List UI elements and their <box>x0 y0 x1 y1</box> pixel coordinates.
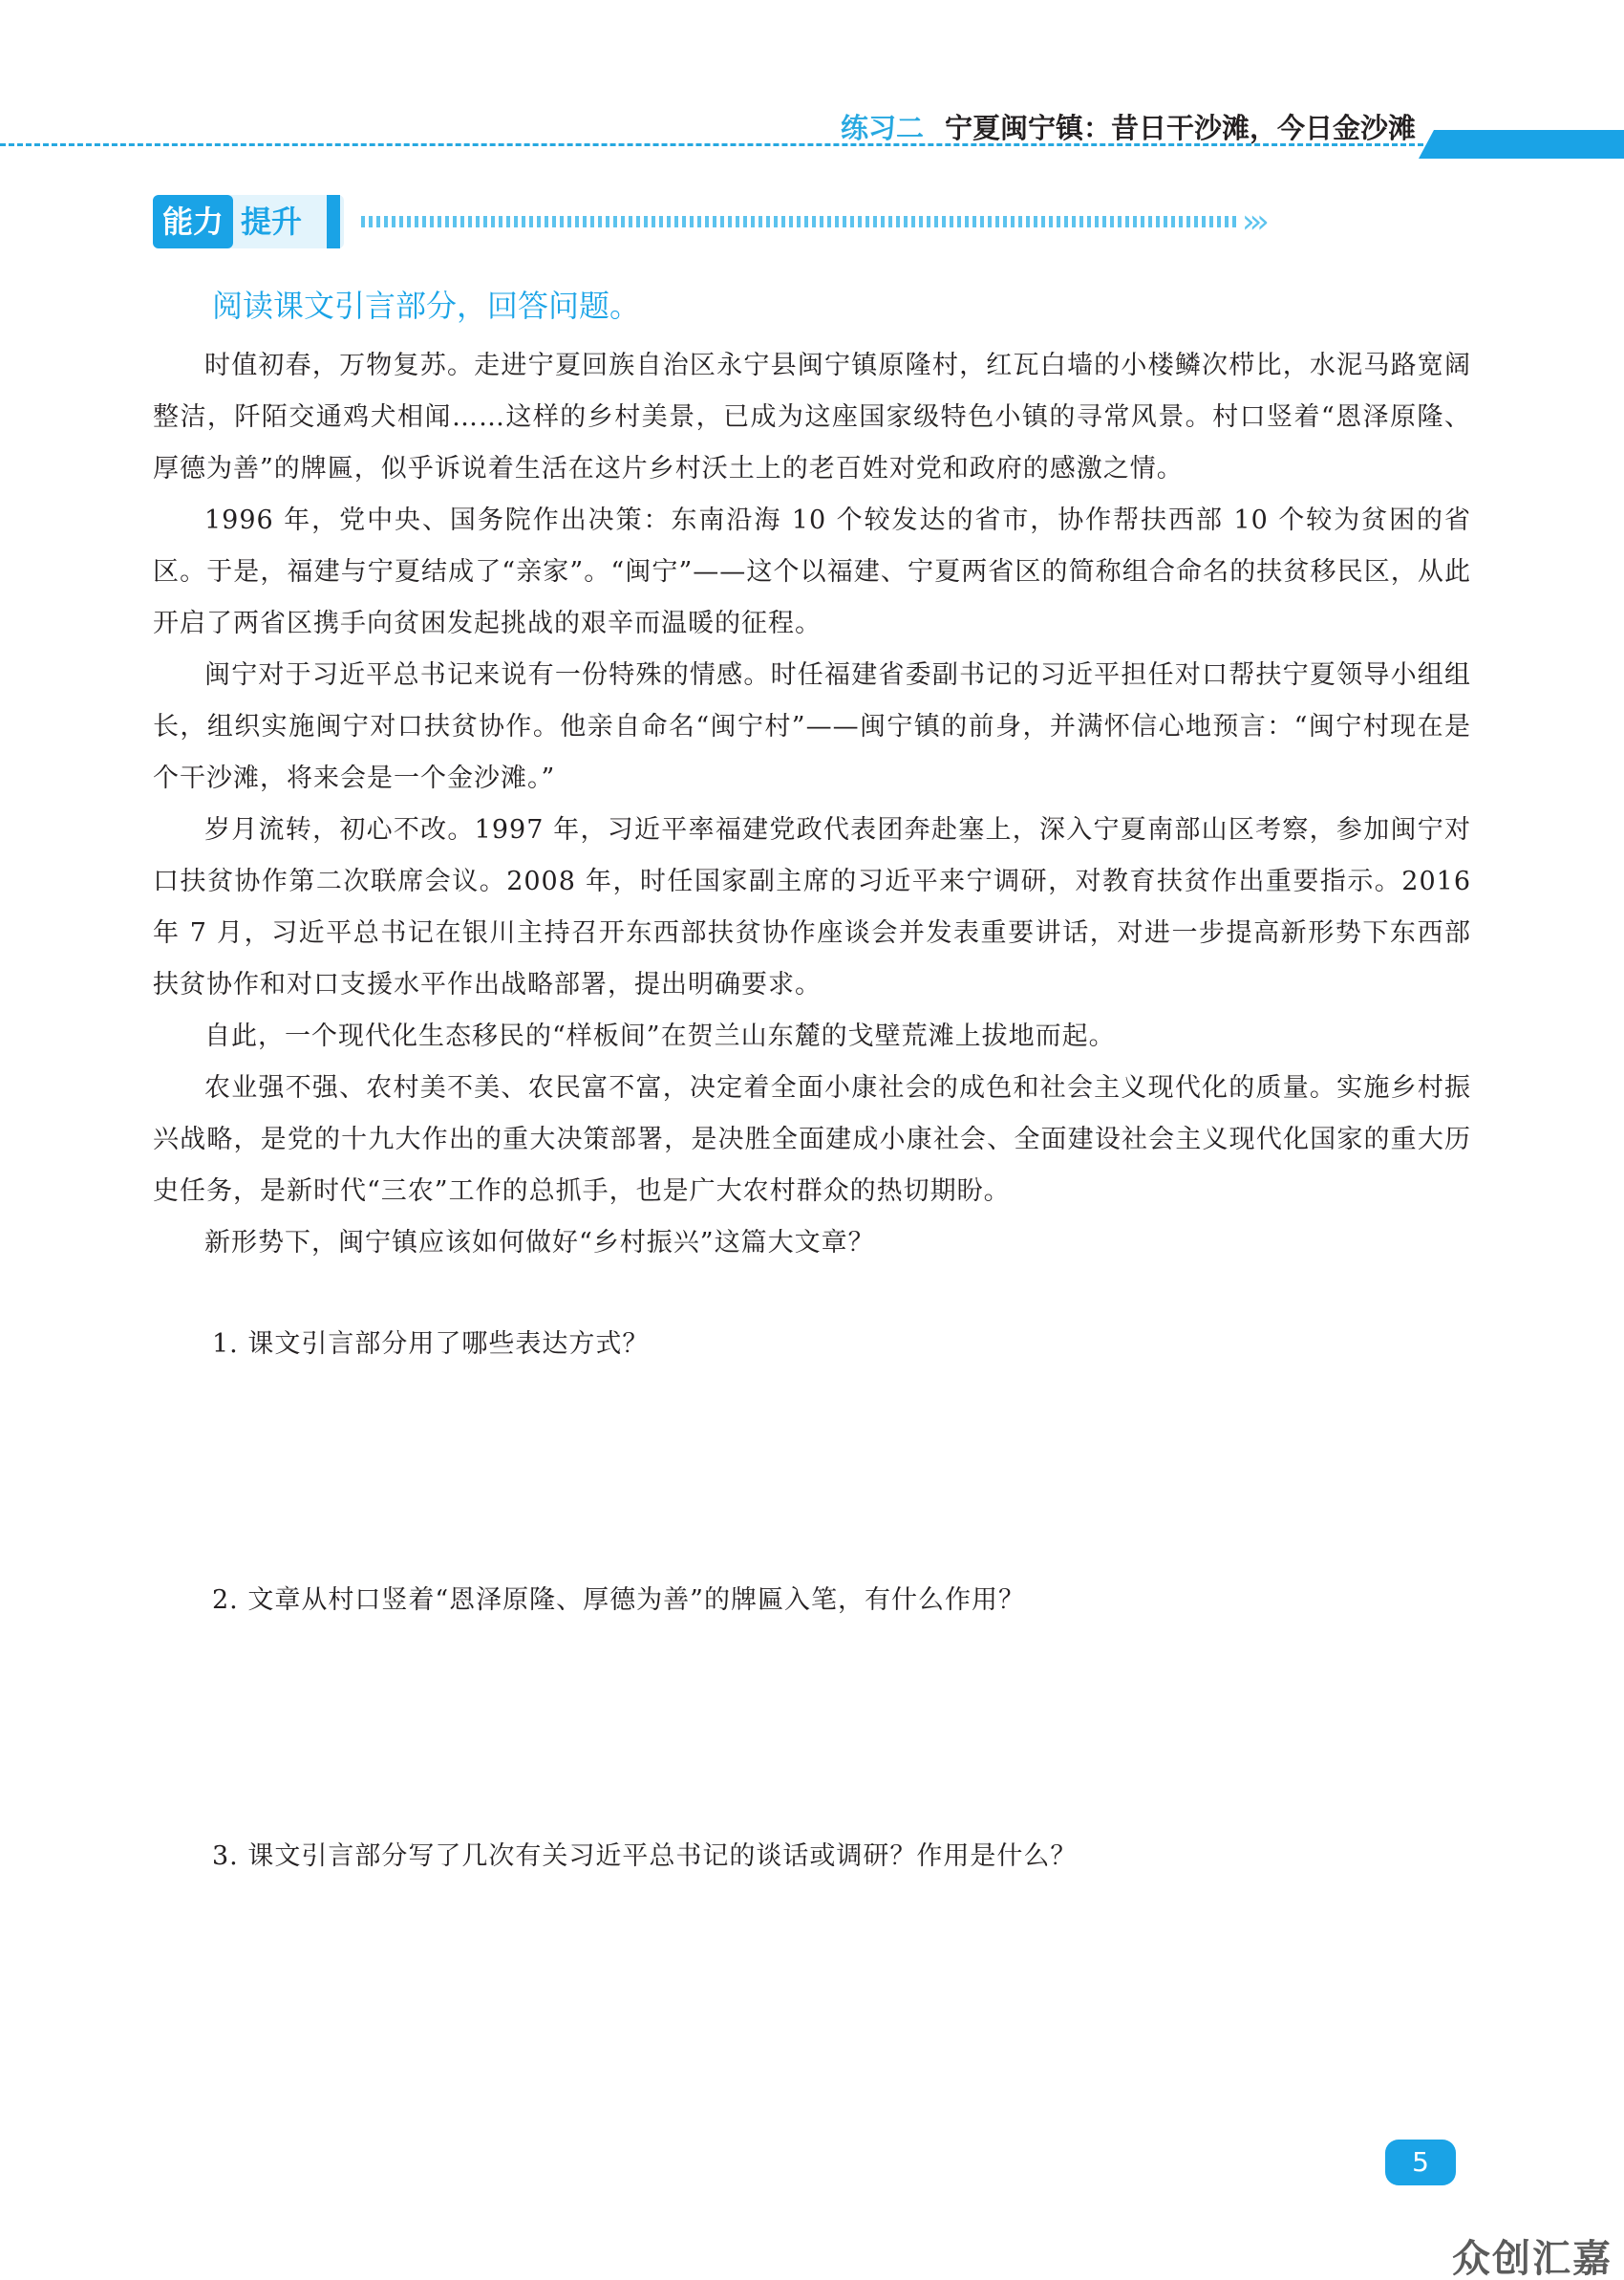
question-3: 3. 课文引言部分写了几次有关习近平总书记的谈话或调研？作用是什么？ <box>212 1841 1078 1871</box>
question-2: 2. 文章从村口竖着“恩泽原隆、厚德为善”的牌匾入笔，有什么作用？ <box>212 1585 1025 1615</box>
reading-passage <box>153 340 1471 1269</box>
section-badge <box>153 195 344 248</box>
passage-paragraph: 岁月流转，初心不改。1997 年，习近平率福建党政代表团奔赴塞上，深入宁夏南部山区考察，参加闽宁对口扶贫协作第二次联席会议。2008 年，时任国家副主席的习近平来宁调研，对教育扶贫作出重要指示。2016 年 7 月，习近平总书记在银川主持召开东西部扶贫协作座谈会并发表重要讲话，对进一步提高新形势下东西部扶贫协作和对口支援水平作出战略部署，提出明确要求。 <box>153 815 1471 1000</box>
reading-instruction: 阅读课文引言部分，回答问题。 <box>212 288 641 324</box>
section-banner <box>153 191 1290 252</box>
exercise-label: 练习二 <box>841 112 925 144</box>
page-header <box>0 0 1624 162</box>
answer-space-3[interactable] <box>212 1888 1454 2070</box>
badge-second-word: 提升 <box>241 204 303 240</box>
header-accent-tab <box>1419 130 1624 159</box>
passage-paragraph: 自此，一个现代化生态移民的“样板间”在贺兰山东麓的戈壁荒滩上拔地而起。 <box>204 1022 1116 1051</box>
passage-paragraph: 1996 年，党中央、国务院作出决策：东南沿海 10 个较发达的省市，协作帮扶西部 10 个较为贫困的省区。于是，福建与宁夏结成了“亲家”。“闽宁”——这个以福建、宁夏两省区的简称组合命名的扶贫移民区，从此开启了两省区携手向贫困发起挑战的艰辛而温暖的征程。 <box>153 505 1471 638</box>
passage-paragraph: 农业强不强、农村美不美、农民富不富，决定着全面小康社会的成色和社会主义现代化的质量。实施乡村振兴战略，是党的十九大作出的重大决策部署，是决胜全面建成小康社会、全面建设社会主义现代化国家的重大历史任务，是新时代“三农”工作的总抓手，也是广大农村群众的热切期盼。 <box>153 1073 1471 1206</box>
passage-paragraph: 闽宁对于习近平总书记来说有一份特殊的情感。时任福建省委副书记的习近平担任对口帮扶宁夏领导小组组长，组织实施闽宁对口扶贫协作。他亲自命名“闽宁村”——闽宁镇的前身，并满怀信心地预言：“闽宁村现在是个干沙滩，将来会是一个金沙滩。” <box>153 660 1471 793</box>
banner-dotted-line <box>361 216 1240 227</box>
chevron-right-icon: ››› <box>1242 203 1264 241</box>
answer-space-1[interactable] <box>212 1376 1454 1558</box>
badge-first-word: 能力 <box>153 195 233 248</box>
badge-end-bar <box>327 195 340 248</box>
passage-paragraph: 新形势下，闽宁镇应该如何做好“乡村振兴”这篇大文章？ <box>204 1228 875 1258</box>
answer-space-2[interactable] <box>212 1632 1454 1814</box>
watermark: 众创汇嘉 <box>1452 2237 1613 2280</box>
lesson-title: 宁夏闽宁镇：昔日干沙滩，今日金沙滩 <box>945 112 1417 144</box>
running-title <box>841 107 1452 146</box>
header-dashed-rule <box>0 143 1423 146</box>
page-number: 5 <box>1385 2140 1456 2185</box>
passage-paragraph: 时值初春，万物复苏。走进宁夏回族自治区永宁县闽宁镇原隆村，红瓦白墙的小楼鳞次栉比，水泥马路宽阔整洁，阡陌交通鸡犬相闻……这样的乡村美景，已成为这座国家级特色小镇的寻常风景。村口竖着“恩泽原隆、厚德为善”的牌匾，似乎诉说着生活在这片乡村沃土上的老百姓对党和政府的感激之情。 <box>153 351 1471 484</box>
question-1: 1. 课文引言部分用了哪些表达方式？ <box>212 1329 650 1359</box>
